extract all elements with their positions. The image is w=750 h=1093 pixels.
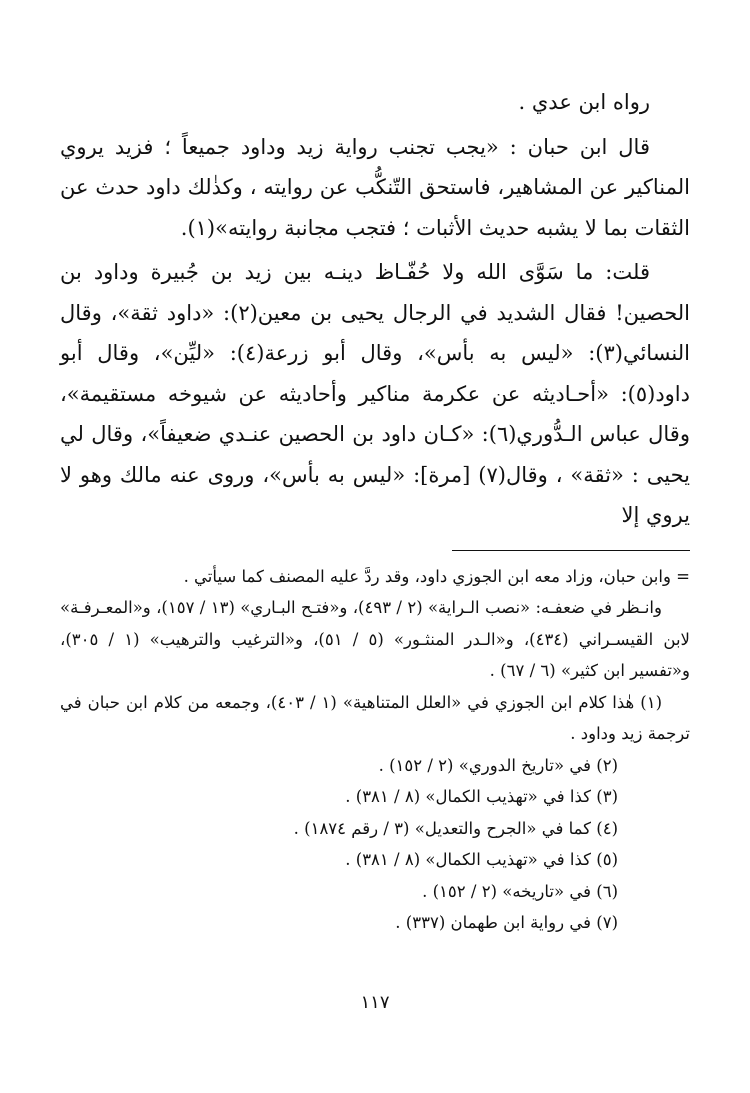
main-paragraph: قلت: ما سَوَّى الله ولا حُفّـاظ دينـه بين زيد بن جُبيرة وداود بن الحصين! فقال الشديد في الرجال يحيى بن معين(٢): «داود ثقة»، وقال النسائي(٣): «ليس به بأس»، وقال أبو زرعة(٤): «ليِّن»، وقال أبو داود(٥): «أحـاديثه عن عكرمة مناكير وأحاديثه عن شيوخه مستقيمة»، وقال عباس الـدُّوري(٦): «كـان داود بن الحصين عنـدي ضعيفاً»، وقال لي يحيى : «ثقة» ، وقال(٧) [مرة]: «ليس به بأس»، وروى عنه مالك وهو لا يروي إلا (60, 260, 690, 527)
footnote-item: (٧) في رواية ابن طهمان (٣٣٧) . (395, 913, 618, 932)
footnotes (60, 561, 690, 939)
footnote-item: (١) هٰذا كلام ابن الجوزي في «العلل المتناهية» (١ / ٤٠٣)، وجمعه من كلام ابن حبان في ترجمة زيد وداود . (60, 692, 690, 743)
footnote-item: (٤) كما في «الجرح والتعديل» (٣ / رقم ١٨٧٤) . (293, 818, 618, 838)
book-page (60, 82, 690, 939)
page-number: ١١٧ (360, 992, 390, 1013)
footnote-item: (٢) في «تاريخ الدوري» (٢ / ١٥٢) . (378, 755, 618, 775)
footnote-separator (452, 550, 690, 551)
main-paragraph: قال ابن حبان : «يجب تجنب رواية زيد وداود جميعاً ؛ فزيد يروي المناكير عن المشاهير، فاستحق التّنكُّب عن روايته ، وكذٰلك داود حدث عن الثقات بما لا يشبه حديث الأثبات ؛ فتجب مجانبة روايته»(١). (60, 134, 690, 240)
footnote-item: (٣) كذا في «تهذيب الكمال» (٨ / ٣٨١) . (345, 787, 618, 806)
main-paragraph: رواه ابن عدي . (518, 90, 650, 114)
footnote-paragraph: وانـظر في ضعفـه: «نصب الـراية» (٢ / ٤٩٣)، و«فتـح البـاري» (١٣ / ١٥٧)، و«المعـرفـة» لابن القيسـراني (٤٣٤)، و«الـدر المنثـور» (٥ / ٥١)، و«الترغيب والترهيب» (١ / ٣٠٥)، و«تفسير ابن كثير» (٦ / ٦٧) . (60, 598, 690, 680)
footnote-continuation: = وابن حبان، وزاد معه ابن الجوزي داود، وقد ردَّ عليه المصنف كما سيأتي . (183, 566, 690, 586)
main-text (60, 82, 690, 536)
footnote-item: (٥) كذا في «تهذيب الكمال» (٨ / ٣٨١) . (345, 850, 618, 869)
footnote-item: (٦) في «تاريخه» (٢ / ١٥٢) . (422, 881, 618, 901)
